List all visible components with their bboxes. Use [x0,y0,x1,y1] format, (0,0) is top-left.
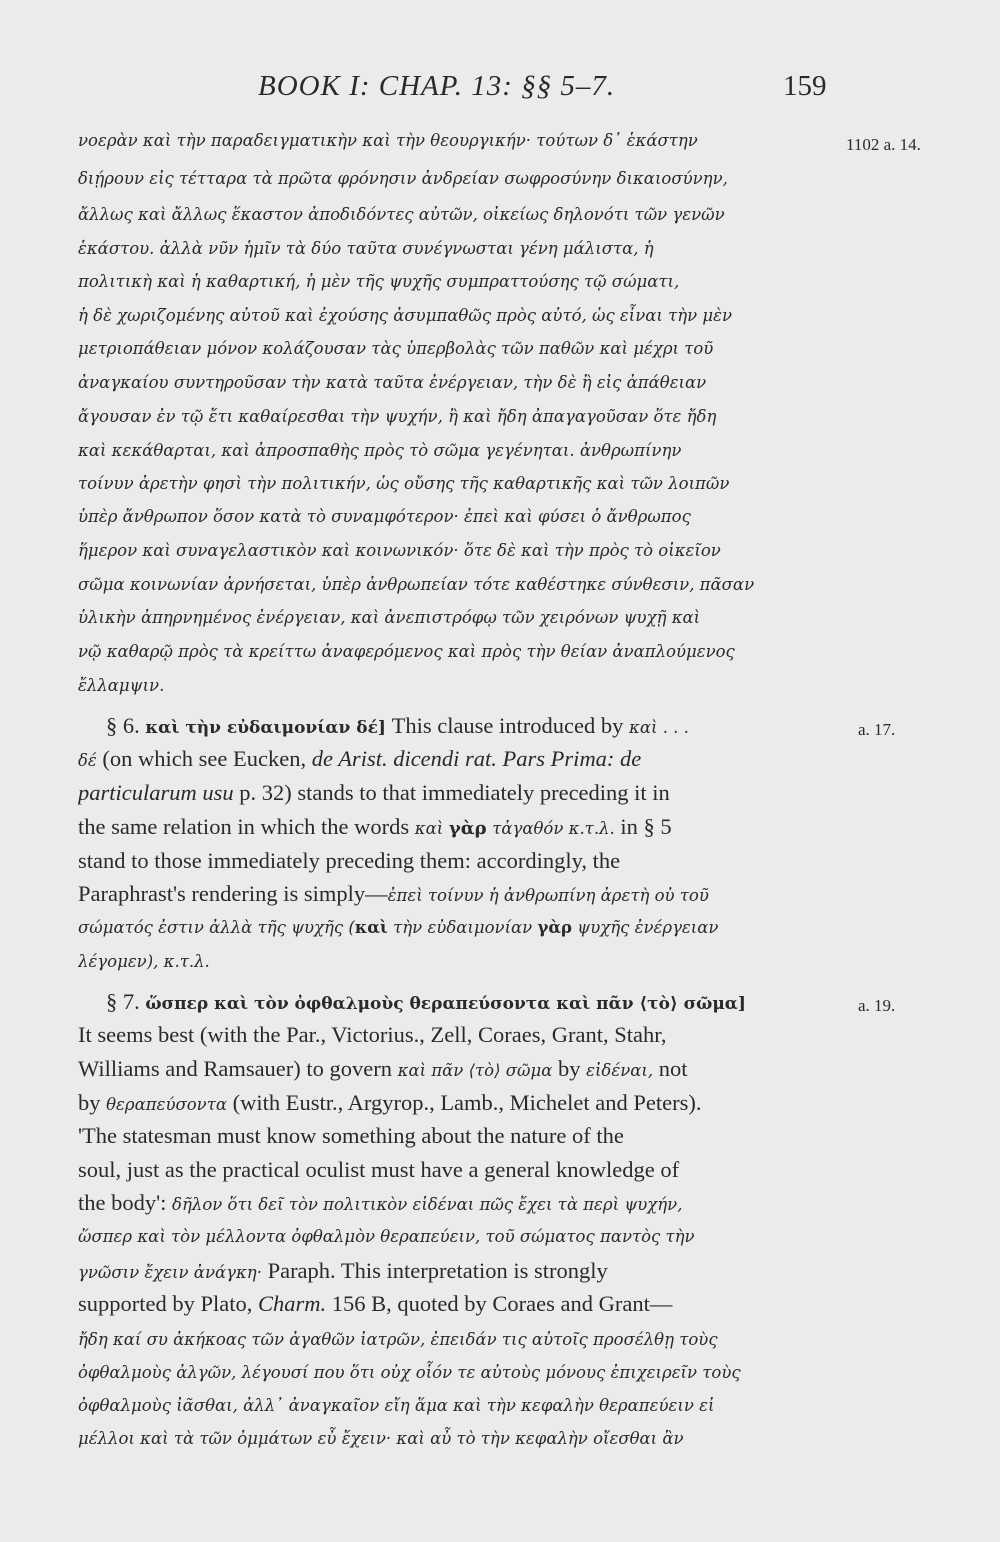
greek-span: δέ [78,751,97,770]
text-span: Williams and Ramsauer) to govern [78,1056,393,1081]
quotation-line: σῶμα κοινωνίαν ἀρνήσεται, ὑπὲρ ἀνθρωπείαν τότε καθέστηκε σύνθεσιν, πᾶσαν [78,575,755,594]
section-6-line: λέγομεν), κ.τ.λ. [78,952,210,971]
section-6-line [78,878,852,910]
section-7-line [106,986,852,1018]
quotation-line: καὶ κεκάθαρται, καὶ ἀπροσπαθὴς πρὸς τὸ σῶμα γεγένηται. ἀνθρωπίνην [78,441,682,460]
greek-bold-span: γὰρ [537,918,573,937]
section-7-line: 'The statesman must know something about the nature of the [78,1123,624,1148]
text-span: the body': [78,1190,167,1215]
section-7-line [78,1255,852,1287]
quotation-line: ἄλλως καὶ ἄλλως ἕκαστον ἀποδιδόντες αὐτῶν, οἰκείως δηλονότι τῶν γενῶν [78,205,725,224]
section-7-line: It seems best (with the Par., Victorius., Zell, Coraes, Grant, Stahr, [78,1022,667,1047]
greek-span: θεραπεύσοντα [106,1095,227,1114]
greek-span: ψυχῆς ἐνέργειαν [577,918,719,937]
italic-span: particularum usu [78,780,234,805]
greek-bold-span: γὰρ [448,818,487,839]
greek-span: καὶ [414,819,444,838]
section-6-line [78,743,852,775]
text-span: in § 5 [620,814,672,839]
section-7-line [78,1053,852,1085]
section-number: § 7. [106,989,140,1014]
section-7-line [78,1187,852,1219]
quotation-line: τοίνυν ἀρετὴν φησὶ τὴν πολιτικήν, ὡς οὔσης τῆς καθαρτικῆς καὶ τῶν λοιπῶν [78,474,730,493]
section-7-line [78,1288,852,1320]
section-lemma: καὶ τὴν εὐδαιμονίαν δέ] [145,718,386,738]
greek-quotation-line: μέλλοι καὶ τὰ τῶν ὀμμάτων εὖ ἔχειν· καὶ αὖ τὸ τὴν κεφαλὴν οἴεσθαι ἂν [78,1429,684,1448]
section-7-line: soul, just as the practical oculist must have a general knowledge of [78,1157,680,1182]
text-span: by [557,1056,581,1081]
quotation-line: διῄρουν εἰς τέτταρα τὰ πρῶτα φρόνησιν ἀνδρείαν σωφροσύνην δικαιοσύνην, [78,169,728,188]
quotation-line: ἄγουσαν ἐν τῷ ἔτι καθαίρεσθαι τὴν ψυχήν, ἢ καὶ ἤδη ἀπαγαγοῦσαν ὅτε ἤδη [78,407,717,426]
greek-quotation-line: ὀφθαλμοὺς ἀλγῶν, λέγουσί που ὅτι οὐχ οἷόν τε αὐτοὺς μόνους ἐπιχειρεῖν τοὺς [78,1363,741,1382]
greek-span: ἐπεὶ τοίνυν ἡ ἀνθρωπίνη ἀρετὴ οὐ τοῦ [387,886,709,905]
greek-span: τἀγαθόν κ.τ.λ. [492,819,615,838]
greek-span: καὶ . . . [629,718,689,737]
quotation-line: ὑλικὴν ἀπηρνημένος ἐνέργειαν, καὶ ἀνεπιστρόφῳ τῶν χειρόνων ψυχῇ καὶ [78,608,701,627]
section-7-line [78,1087,852,1119]
quotation-line: πολιτικὴ καὶ ἡ καθαρτική, ἡ μὲν τῆς ψυχῆς συμπραττούσης τῷ σώματι, [78,272,680,291]
section-number: § 6. [106,713,140,738]
section-lemma: ὥσπερ καὶ τὸν ὀφθαλμοὺς θεραπεύσοντα καὶ πᾶν ⟨τὸ⟩ σῶμα] [145,994,746,1014]
greek-span: καὶ πᾶν ⟨τὸ⟩ σῶμα [397,1061,553,1080]
section-6-line [78,777,852,809]
text-span: the same relation in which the words [78,814,410,839]
section-6-line: stand to those immediately preceding them: accordingly, the [78,848,621,873]
quotation-line: ἡ δὲ χωριζομένης αὐτοῦ καὶ ἐχούσης ἀσυμπαθῶς πρὸς αὐτό, ὡς εἶναι τὴν μὲν [78,306,733,325]
section-6-line [78,811,852,843]
text-span: 156 B, quoted by Coraes and Grant— [331,1291,673,1316]
quotation-line: ἀναγκαίου συντηροῦσαν τὴν κατὰ ταῦτα ἐνέργειαν, τὴν δὲ ἢ εἰς ἀπάθειαν [78,373,707,392]
quotation-line: ὑπὲρ ἄνθρωπον ὅσον κατὰ τὸ συναμφότερον· ἐπεὶ καὶ φύσει ὁ ἄνθρωπος [78,507,691,526]
text-span: by [78,1090,101,1115]
text-span: not [658,1056,688,1081]
greek-span: σώματός ἐστιν ἀλλὰ τῆς ψυχῆς ( [78,918,355,937]
page-header [0,70,1000,110]
quotation-line: ἑκάστου. ἀλλὰ νῦν ἡμῖν τὰ δύο ταῦτα συνέγνωσται γένη μάλιστα, ἡ [78,239,654,258]
greek-span: δῆλον ὅτι δεῖ τὸν πολιτικὸν εἰδέναι πῶς ἔχει τὰ περὶ ψυχήν, [172,1195,683,1214]
margin-reference: 1102 a. 14. [846,135,921,154]
section-6-line [106,710,852,742]
quotation-line: νῷ καθαρῷ πρὸς τὰ κρείττω ἀναφερόμενος καὶ πρὸς τὴν θείαν ἀναπλούμενος [78,642,735,661]
margin-reference: a. 19. [858,996,896,1015]
greek-span: γνῶσιν ἔχειν ἀνάγκη· [78,1263,262,1282]
margin-reference: a. 17. [858,720,896,739]
quotation-line: νοερὰν καὶ τὴν παραδειγματικὴν καὶ τὴν θεουργικήν· τούτων δ᾿ ἑκάστην [78,131,698,150]
text-span: p. 32) stands to that immediately preceding it in [239,780,670,805]
quotation-line: ἔλλαμψιν. [78,676,165,695]
greek-quotation-line: ἤδη καί συ ἀκήκοας τῶν ἀγαθῶν ἰατρῶν, ἐπειδάν τις αὐτοῖς προσέλθῃ τοὺς [78,1330,718,1349]
running-head: BOOK I: CHAP. 13: §§ 5–7. [258,70,616,102]
greek-span: εἰδέναι, [586,1061,654,1080]
text-span: This clause introduced by [391,713,624,738]
quotation-line: ἥμερον καὶ συναγελαστικὸν καὶ κοινωνικόν· ὅτε δὲ καὶ τὴν πρὸς τὸ οἰκεῖον [78,541,721,560]
section-7-line: ὥσπερ καὶ τὸν μέλλοντα ὀφθαλμὸν θεραπεύειν, τοῦ σώματος παντὸς τὴν [78,1227,695,1246]
text-span: Paraph. This interpretation is strongly [267,1258,608,1283]
text-span: supported by Plato, [78,1291,253,1316]
greek-bold-span: καὶ [354,918,388,937]
greek-quotation-line: ὀφθαλμοὺς ἰᾶσθαι, ἀλλ᾿ ἀναγκαῖον εἴη ἅμα καὶ τὴν κεφαλὴν θεραπεύειν εἰ [78,1396,715,1415]
text-span: Paraphrast's rendering is simply— [78,881,388,906]
quotation-line: μετριοπάθειαν μόνον κολάζουσαν τὰς ὑπερβολὰς τῶν παθῶν καὶ μέχρι τοῦ [78,339,714,358]
section-6-line [78,912,852,944]
italic-span: de Arist. dicendi rat. Pars Prima: de [311,746,642,771]
italic-span: Charm. [258,1291,327,1316]
greek-span: τὴν εὐδαιμονίαν [393,918,533,937]
page-number: 159 [783,70,827,102]
text-span: (with Eustr., Argyrop., Lamb., Michelet and Peters). [232,1090,702,1115]
text-span: (on which see Eucken, [102,746,307,771]
